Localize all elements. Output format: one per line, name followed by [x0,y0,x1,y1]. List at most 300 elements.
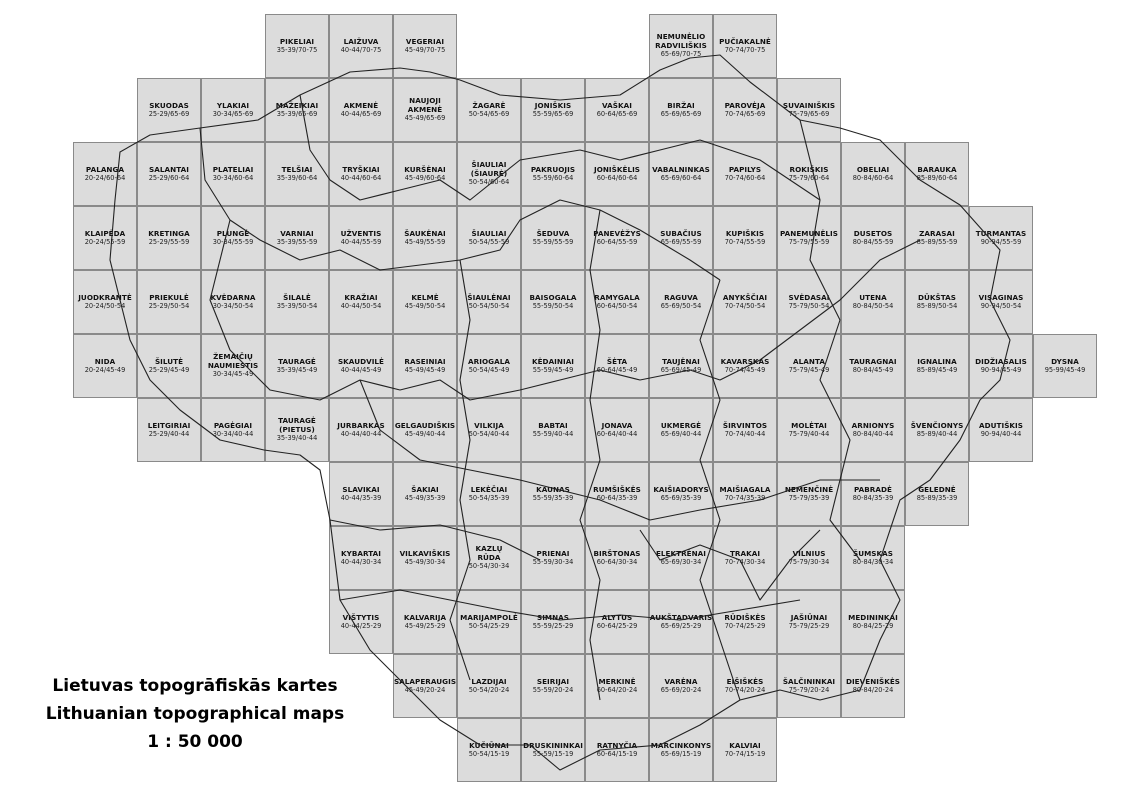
sheet-code: 25-29/60-64 [148,173,190,182]
map-sheet[interactable] [457,398,521,462]
map-sheet[interactable] [201,398,265,462]
map-sheet[interactable] [713,270,777,334]
sheet-code: 60-64/35-39 [596,493,638,502]
map-sheet[interactable] [649,398,713,462]
map-sheet[interactable] [329,462,393,526]
map-sheet[interactable] [585,206,649,270]
sheet-code: 40-44/30-34 [340,557,382,566]
sheet-name: PIKELIAI [279,36,315,46]
map-sheet[interactable] [969,398,1033,462]
map-sheet[interactable] [201,334,265,398]
sheet-name: ŠAUKĖNAI [404,228,446,238]
sheet-name: KAUNAS [536,484,570,494]
sheet-name: TAURAGĖ [278,356,316,366]
sheet-code: 35-39/50-54 [276,301,318,310]
sheet-code: 45-49/60-64 [404,173,446,182]
map-sheet[interactable] [137,78,201,142]
map-sheet[interactable] [777,334,841,398]
sheet-code: 85-89/55-59 [916,237,958,246]
map-sheet[interactable] [649,14,713,78]
sheet-name: RŪDIŠKĖS [724,612,766,622]
map-sheet[interactable] [713,526,777,590]
sheet-code: 65-69/60-64 [660,173,702,182]
sheet-name: VABALNINKAS [652,164,710,174]
map-sheet[interactable] [265,398,329,462]
sheet-name: MERKINĖ [598,676,636,686]
map-sheet[interactable] [713,398,777,462]
sheet-name: EIŠIŠKĖS [726,676,764,686]
sheet-code: 60-64/65-69 [596,109,638,118]
sheet-name: DŪKŠTAS [918,292,956,302]
map-sheet[interactable] [585,270,649,334]
sheet-code: 30-34/65-69 [212,109,254,118]
map-sheet[interactable] [393,206,457,270]
sheet-code: 50-54/15-19 [468,749,510,758]
sheet-name: KRETINGA [148,228,190,238]
map-sheet[interactable] [649,78,713,142]
map-sheet[interactable] [265,270,329,334]
map-sheet[interactable] [841,654,905,718]
sheet-code: 60-64/55-59 [596,237,638,246]
sheet-code: 75-79/35-39 [788,493,830,502]
sheet-code: 45-49/25-29 [404,621,446,630]
sheet-code: 20-24/50-54 [84,301,126,310]
map-sheet[interactable] [649,526,713,590]
sheet-name: BAISOGALA [529,292,577,302]
map-sheet[interactable] [649,334,713,398]
sheet-name: KELMĖ [411,292,439,302]
sheet-code: 70-74/20-24 [724,685,766,694]
sheet-code: 45-49/30-34 [404,557,446,566]
sheet-code: 50-54/25-29 [468,621,510,630]
map-sheet[interactable] [585,334,649,398]
sheet-code: 85-89/40-44 [916,429,958,438]
sheet-name: BABTAI [538,420,568,430]
map-sheet[interactable] [649,654,713,718]
sheet-name: VAŠKAI [602,100,632,110]
sheet-name: RAGUVA [664,292,698,302]
map-sheet[interactable] [777,526,841,590]
map-sheet[interactable] [265,334,329,398]
sheet-code: 55-59/50-54 [532,301,574,310]
sheet-name: JURBARKAS [337,420,385,430]
map-sheet[interactable] [457,718,521,782]
sheet-name: DIEVENIŠKĖS [845,676,901,686]
sheet-name: PANEMUNĖLIS [780,228,838,238]
sheet-code: 55-59/55-59 [532,237,574,246]
sheet-code: 40-44/35-39 [340,493,382,502]
sheet-code: 50-54/65-69 [468,109,510,118]
map-sheet[interactable] [521,142,585,206]
map-sheet[interactable] [969,270,1033,334]
sheet-name: SLAVIKAI [342,484,380,494]
map-sheet[interactable] [329,398,393,462]
sheet-name: VILNIUS [792,548,826,558]
map-sheet[interactable] [457,462,521,526]
map-sheet[interactable] [713,78,777,142]
map-sheet[interactable] [137,206,201,270]
sheet-code: 40-44/25-29 [340,621,382,630]
map-sheet[interactable] [329,590,393,654]
map-sheet[interactable] [265,142,329,206]
map-sheet[interactable] [457,142,521,206]
sheet-name: LEKĖČIAI [470,484,508,494]
sheet-name: KRAŽIAI [344,292,378,302]
map-sheet[interactable] [73,206,137,270]
sheet-code: 85-89/35-39 [916,493,958,502]
sheet-code: 80-84/35-39 [852,493,894,502]
sheet-code: 45-49/65-69 [404,114,446,123]
map-sheet[interactable] [713,462,777,526]
sheet-code: 70-74/50-54 [724,301,766,310]
map-sheet[interactable] [521,718,585,782]
map-sheet[interactable] [713,14,777,78]
map-sheet[interactable] [777,270,841,334]
sheet-name: PANEVĖŽYS [593,228,641,238]
map-sheet[interactable] [777,590,841,654]
sheet-name: JAŠIŪNAI [790,612,828,622]
map-sheet[interactable] [329,14,393,78]
map-sheet[interactable] [457,526,521,590]
map-sheet[interactable] [73,142,137,206]
map-sheet[interactable] [393,270,457,334]
map-sheet[interactable] [905,462,969,526]
sheet-code: 40-44/50-54 [340,301,382,310]
map-sheet[interactable] [393,654,457,718]
sheet-name: SALANTAI [149,164,189,174]
sheet-code: 60-64/15-19 [596,749,638,758]
map-sheet[interactable] [201,270,265,334]
sheet-name: AUKŠTADVARIS [649,612,713,622]
sheet-code: 50-54/30-34 [468,562,510,571]
map-sheet[interactable] [329,206,393,270]
sheet-name: VEGERIAI [405,36,445,46]
sheet-code: 75-79/60-64 [788,173,830,182]
map-sheet[interactable] [393,142,457,206]
map-sheet[interactable] [457,78,521,142]
map-sheet[interactable] [457,654,521,718]
sheet-name: KAIŠIADORYS [653,484,709,494]
map-sheet[interactable] [393,462,457,526]
sheet-code: 65-69/20-24 [660,685,702,694]
sheet-code: 80-84/55-59 [852,237,894,246]
sheet-name: SKAUDVILĖ [337,356,385,366]
map-sheet[interactable] [329,270,393,334]
sheet-name: ŠILUTĖ [154,356,184,366]
map-sheet[interactable] [329,78,393,142]
sheet-name: VARĖNA [664,676,698,686]
map-sheet[interactable] [905,270,969,334]
sheet-name: LAZDIJAI [471,676,507,686]
sheet-code: 45-49/35-39 [404,493,446,502]
sheet-name: KAZLŲ RŪDA [475,544,503,562]
sheet-code: 60-64/25-29 [596,621,638,630]
map-sheet[interactable] [713,654,777,718]
map-sheet[interactable] [393,526,457,590]
map-sheet[interactable] [585,78,649,142]
map-sheet[interactable] [265,14,329,78]
sheet-name: DIDŽIASALIS [975,356,1027,366]
sheet-name: ŠIAULIAI [471,228,507,238]
sheet-name: ZARASAI [919,228,955,238]
map-sheet[interactable] [457,270,521,334]
map-sheet[interactable] [393,398,457,462]
sheet-name: JONAVA [601,420,633,430]
map-sheet[interactable] [713,718,777,782]
sheet-name: PRIENAI [536,548,570,558]
sheet-name: PAGĖGIAI [213,420,253,430]
sheet-name: JUODKRANTĖ [78,292,132,302]
sheet-name: NIDA [94,356,116,366]
map-sheet[interactable] [905,206,969,270]
sheet-name: ŠVENČIONYS [910,420,964,430]
map-sheet[interactable] [905,142,969,206]
sheet-code: 80-84/60-64 [852,173,894,182]
sheet-code: 90-94/40-44 [980,429,1022,438]
map-sheet[interactable] [841,270,905,334]
map-sheet[interactable] [201,206,265,270]
map-sheet[interactable] [905,334,969,398]
map-sheet[interactable] [585,142,649,206]
sheet-code: 40-44/65-69 [340,109,382,118]
sheet-name: UKMERGĖ [660,420,702,430]
sheet-code: 45-49/70-75 [404,45,446,54]
sheet-name: MOLĖTAI [791,420,827,430]
map-sheet[interactable] [137,142,201,206]
sheet-code: 25-29/45-49 [148,365,190,374]
sheet-code: 50-54/60-64 [468,178,510,187]
sheet-code: 60-64/20-24 [596,685,638,694]
map-sheet[interactable] [393,14,457,78]
sheet-name: MAŽEIKIAI [275,100,319,110]
map-sheet[interactable] [905,398,969,462]
map-sheet[interactable] [841,526,905,590]
map-sheet[interactable] [777,78,841,142]
sheet-code: 55-59/45-49 [532,365,574,374]
map-sheet[interactable] [585,654,649,718]
sheet-code: 65-69/45-49 [660,365,702,374]
sheet-code: 50-54/50-54 [468,301,510,310]
map-sheet[interactable] [521,206,585,270]
map-sheet[interactable] [777,206,841,270]
map-sheet[interactable] [649,462,713,526]
map-sheet[interactable] [521,654,585,718]
sheet-code: 65-69/70-75 [660,50,702,59]
sheet-name: TAUJĖNAI [662,356,700,366]
map-sheet[interactable] [713,334,777,398]
sheet-code: 70-74/40-44 [724,429,766,438]
map-sheet[interactable] [521,590,585,654]
sheet-code: 55-59/25-29 [532,621,574,630]
sheet-name: TURMANTAS [975,228,1027,238]
map-sheet[interactable] [841,462,905,526]
sheet-name: SIMNAS [536,612,570,622]
map-sheet[interactable] [649,206,713,270]
map-sheet[interactable] [521,334,585,398]
sheet-name: TRYŠKIAI [342,164,380,174]
sheet-code: 70-74/30-34 [724,557,766,566]
map-sheet[interactable] [777,462,841,526]
sheet-name: RUMŠIŠKĖS [593,484,641,494]
sheet-name: VILKAVIŠKIS [399,548,451,558]
sheet-code: 55-59/60-64 [532,173,574,182]
map-sheet[interactable] [585,718,649,782]
sheet-code: 40-44/60-64 [340,173,382,182]
sheet-code: 90-94/55-59 [980,237,1022,246]
sheet-code: 20-24/60-64 [84,173,126,182]
map-sheet[interactable] [777,398,841,462]
caption-scale: 1 : 50 000 [147,732,243,752]
sheet-name: ARNIONYS [851,420,895,430]
sheet-code: 75-79/20-24 [788,685,830,694]
map-sheet[interactable] [521,526,585,590]
sheet-code: 50-54/35-39 [468,493,510,502]
map-sheet[interactable] [841,142,905,206]
sheet-code: 50-54/55-59 [468,237,510,246]
sheet-name: PLATELIAI [212,164,254,174]
map-sheet[interactable] [393,334,457,398]
map-sheet[interactable] [201,142,265,206]
sheet-name: AKMENĖ [343,100,379,110]
sheet-code: 75-79/65-69 [788,109,830,118]
map-sheet[interactable] [777,142,841,206]
sheet-code: 80-84/40-44 [852,429,894,438]
sheet-code: 45-49/55-59 [404,237,446,246]
sheet-code: 75-79/25-29 [788,621,830,630]
sheet-code: 75-79/40-44 [788,429,830,438]
map-sheet[interactable] [649,270,713,334]
map-sheet[interactable] [201,78,265,142]
map-sheet[interactable] [841,206,905,270]
sheet-name: ŠALČININKAI [782,676,836,686]
map-sheet[interactable] [265,78,329,142]
sheet-name: ŠEDUVA [536,228,570,238]
sheet-name: ŠĖTA [606,356,628,366]
sheet-name: DUSETOS [853,228,893,238]
map-sheet[interactable] [649,142,713,206]
map-sheet[interactable] [713,590,777,654]
caption-title-latvian: Lietuvas topogrāfiskās kartes [52,676,338,696]
map-sheet[interactable] [521,398,585,462]
sheet-name: ŠUMSKAS [852,548,893,558]
map-sheet[interactable] [777,654,841,718]
sheet-name: RATNYČIA [596,740,638,750]
sheet-name: UŽVENTIS [340,228,382,238]
sheet-code: 50-54/20-24 [468,685,510,694]
map-sheet[interactable] [585,398,649,462]
sheet-code: 30-34/60-64 [212,173,254,182]
map-sheet[interactable] [969,334,1033,398]
map-sheet[interactable] [457,590,521,654]
map-sheet[interactable] [457,334,521,398]
sheet-name: ANYKŠČIAI [722,292,768,302]
sheet-code: 85-89/50-54 [916,301,958,310]
sheet-code: 80-84/25-29 [852,621,894,630]
map-sheet[interactable] [713,206,777,270]
map-sheet[interactable] [329,334,393,398]
sheet-name: KUČIŪNAI [469,740,509,750]
sheet-name: MARIJAMPOLĖ [460,612,518,622]
sheet-name: GELEDNĖ [918,484,956,494]
sheet-name: KURŠĖNAI [404,164,446,174]
map-sheet[interactable] [329,142,393,206]
map-sheet[interactable] [841,334,905,398]
map-sheet[interactable] [713,142,777,206]
sheet-name: VILKIJA [474,420,504,430]
sheet-name: YLAKIAI [216,100,250,110]
sheet-code: 85-89/45-49 [916,365,958,374]
sheet-code: 95-99/45-49 [1044,365,1086,374]
sheet-name: KVĖDARNA [210,292,256,302]
sheet-name: TAURAGNAI [849,356,897,366]
map-sheet[interactable] [969,206,1033,270]
map-sheet[interactable] [265,206,329,270]
map-sheet[interactable] [521,270,585,334]
map-sheet[interactable] [521,78,585,142]
sheet-name: KALVARIJA [403,612,447,622]
sheet-code: 65-69/40-44 [660,429,702,438]
map-sheet[interactable] [137,270,201,334]
sheet-name: PRIEKULĖ [149,292,189,302]
map-sheet[interactable] [137,398,201,462]
map-sheet[interactable] [73,334,137,398]
map-sheet[interactable] [1033,334,1097,398]
map-sheet[interactable] [521,462,585,526]
map-sheet[interactable] [841,398,905,462]
sheet-code: 35-39/60-64 [276,173,318,182]
map-sheet[interactable] [393,590,457,654]
sheet-name: RASEINIAI [404,356,446,366]
caption-title-english: Lithuanian topographical maps [45,704,345,724]
sheet-code: 30-34/50-54 [212,301,254,310]
map-sheet[interactable] [585,462,649,526]
map-sheet[interactable] [649,590,713,654]
map-sheet[interactable] [841,590,905,654]
sheet-name: OBELIAI [856,164,890,174]
map-sheet[interactable] [393,78,457,142]
sheet-name: KĖDAINIAI [531,356,575,366]
sheet-name: TELŠIAI [281,164,313,174]
map-sheet[interactable] [329,526,393,590]
sheet-name: NAUJOJI AKMENĖ [407,96,443,114]
sheet-name: PUČIAKALNĖ [719,36,771,46]
sheet-code: 40-44/40-44 [340,429,382,438]
sheet-name: PLUNGĖ [216,228,250,238]
sheet-code: 80-84/45-49 [852,365,894,374]
map-sheet[interactable] [73,270,137,334]
map-sheet[interactable] [585,526,649,590]
sheet-code: 65-69/55-59 [660,237,702,246]
sheet-code: 65-69/30-34 [660,557,702,566]
sheet-name: BIRŽAI [667,100,695,110]
sheet-name: JONIŠKĖLIS [593,164,641,174]
sheet-name: SALAPERAUGIS [393,676,457,686]
sheet-code: 65-69/15-19 [660,749,702,758]
sheet-name: ŠAKIAI [411,484,439,494]
sheet-name: IGNALINA [917,356,957,366]
sheet-code: 90-94/50-54 [980,301,1022,310]
sheet-name: ADUTIŠKIS [979,420,1023,430]
map-sheet[interactable] [649,718,713,782]
sheet-code: 45-49/50-54 [404,301,446,310]
map-sheet[interactable] [585,590,649,654]
sheet-name: RAMYGALA [594,292,640,302]
map-sheet[interactable] [457,206,521,270]
sheet-code: 20-24/55-59 [84,237,126,246]
map-sheet[interactable] [137,334,201,398]
sheet-code: 60-64/30-34 [596,557,638,566]
sheet-code: 20-24/45-49 [84,365,126,374]
